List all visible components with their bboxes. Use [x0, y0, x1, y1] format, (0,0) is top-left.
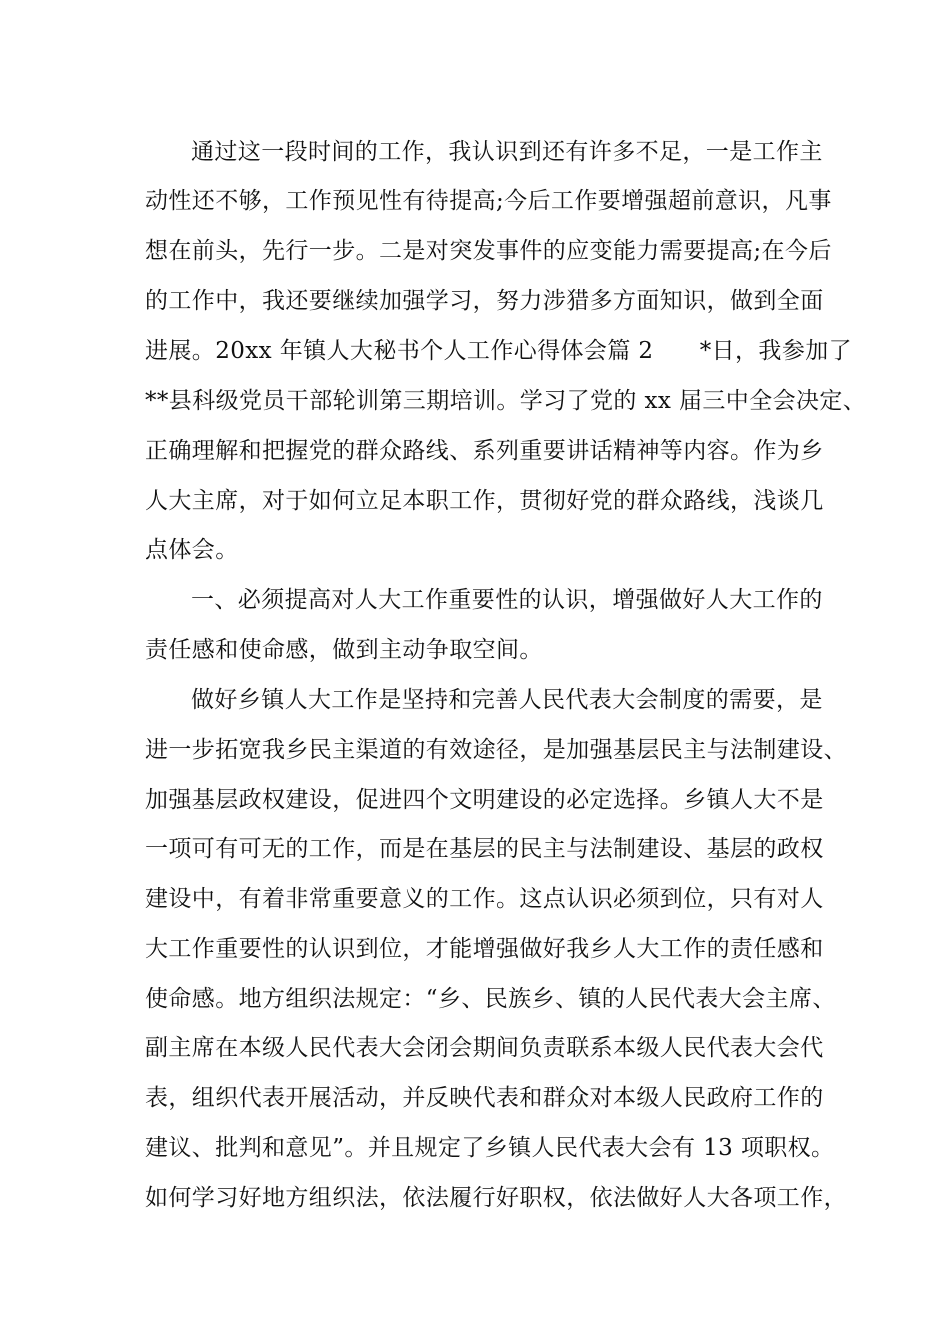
- paragraph-line: 通过这一段时间的工作，我认识到还有许多不足，一是工作主: [191, 139, 823, 165]
- paragraph-line: 使命感。地方组织法规定：“乡、民族乡、镇的人民代表大会主席、: [145, 986, 836, 1012]
- paragraph-line: 进一步拓宽我乡民主渠道的有效途径，是加强基层民主与法制建设、: [145, 737, 847, 763]
- section-heading-line: 一、必须提高对人大工作重要性的认识，增强做好人大工作的: [191, 587, 823, 613]
- paragraph-line: 如何学习好地方组织法，依法履行好职权，依法做好人大各项工作，: [145, 1185, 847, 1211]
- paragraph-line: 正确理解和把握党的群众路线、系列重要讲话精神等内容。作为乡: [145, 438, 824, 464]
- paragraph-line: 副主席在本级人民代表大会闭会期间负责联系本级人民代表大会代: [145, 1035, 824, 1061]
- paragraph-line: 做好乡镇人大工作是坚持和完善人民代表大会制度的需要，是: [191, 687, 823, 713]
- section-heading-line: 责任感和使命感，做到主动争取空间。: [145, 637, 543, 663]
- paragraph-line: 建设中，有着非常重要意义的工作。这点认识必须到位，只有对人: [145, 886, 824, 912]
- paragraph-line: 表，组织代表开展活动，并反映代表和群众对本级人民政府工作的: [145, 1085, 824, 1111]
- paragraph-line: 想在前头，先行一步。二是对突发事件的应变能力需要提高;在今后: [145, 238, 832, 264]
- paragraph-line: 进展。20xx 年镇人大秘书个人工作心得体会篇 2 *日，我参加了: [145, 338, 853, 364]
- paragraph-line: 的工作中，我还要继续加强学习，努力涉猎多方面知识，做到全面: [145, 288, 824, 314]
- paragraph-line: 大工作重要性的认识到位，才能增强做好我乡人大工作的责任感和: [145, 936, 824, 962]
- paragraph-line: 加强基层政权建设，促进四个文明建设的必定选择。乡镇人大不是: [145, 787, 824, 813]
- paragraph-line: 点体会。: [145, 537, 239, 563]
- paragraph-line: 建议、批判和意见”。并且规定了乡镇人民代表大会有 13 项职权。: [145, 1135, 835, 1161]
- paragraph-line: 人大主席，对于如何立足本职工作，贯彻好党的群众路线，浅谈几: [145, 488, 824, 514]
- paragraph-line: 动性还不够，工作预见性有待提高;今后工作要增强超前意识，凡事: [145, 188, 832, 214]
- paragraph-line: **县科级党员干部轮训第三期培训。学习了党的 xx 届三中全会决定、: [145, 388, 867, 414]
- paragraph-line: 一项可有可无的工作，而是在基层的民主与法制建设、基层的政权: [145, 836, 824, 862]
